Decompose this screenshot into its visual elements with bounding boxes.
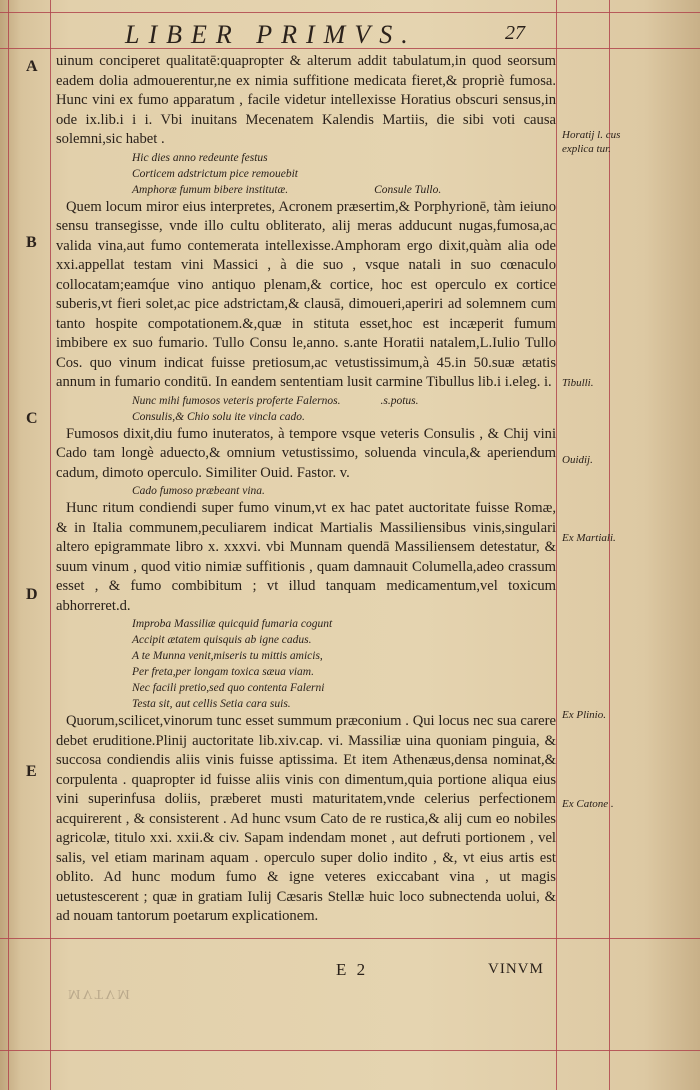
verse-line: Improba Massiliæ quicquid fumaria cogunt: [132, 618, 333, 630]
verse-line: [132, 393, 556, 409]
ruling-line: [8, 0, 9, 1090]
paragraph: Fumosos dixit,diu fumo inuteratos, à tempore vsque veteris Consulis , & Chij vini Cado tam longè aduecto,& omnium vetustissimo, soluenda vincula,& aperiendum cadum, dimoto operculo. Similiter Ouid. Fastor. v.: [56, 425, 556, 481]
verse-quotation: [56, 393, 556, 425]
section-letter: A: [26, 58, 38, 75]
section-letter: E: [26, 763, 37, 780]
verse-quotation: [56, 616, 556, 712]
verse-text: Amphoræ fumum bibere institutæ.: [132, 183, 289, 196]
ruling-line: [0, 938, 700, 939]
marginal-note: Ex Catone .: [562, 798, 614, 810]
verse-line: Consulis,& Chio solu ite vincla cado.: [132, 410, 305, 423]
verse-text: Nunc mihi fumosos veteris proferte Falernos.: [132, 394, 341, 407]
verse-quotation: [56, 483, 556, 499]
paragraph: Quem locum miror eius interpretes, Acronem præsertim,& Porphyrionē, tàm ieiuno sensu transegisse, vnde illo cultu obliterato, alij meras adducunt nugas,fumosa,ac valida vina,aut fumo contemerata intellexisse.Amphoram ergo dixit,quàm alia ode xxi.appellat testam vini Massici , à die suo , vsque natali in suo cœnaculo collocatam;eamq́ue vino antiquo plenam,& cortice, hoc est operculo ex cortice suberis,vt fieri solet,ac pice adstrictam,& clausā, dimoueri,aperiri ad solemnem cum tanto hospite compotationem.&,quæ in stituta esset,hoc est incæperit fumum imbibere ex suo fumario. Tullo Consu le,anno. s.ante Horatii natalem,L.Iulio Tullo Cos. quo vinum indicat fuisse pretiosum,ac vetustissimum,à 45.in 50.suæ ætatis annum in fumario conditū. In eandem sententiam lusit carmine Tibullus lib.i i.eleg. i.: [56, 198, 556, 390]
verse-gloss: Consule Tullo.: [374, 183, 442, 196]
ruling-line: [50, 0, 51, 1090]
page-number: 27: [505, 22, 525, 44]
marginal-note: Horatij l. cus explica tur.: [562, 129, 621, 155]
signature-mark: E 2: [336, 960, 369, 979]
verse-line: A te Munna venit,miseris tu mittis amicis,: [132, 650, 323, 662]
bleed-through-text: MVTVM: [68, 986, 132, 1001]
verse-line: Testa sit, aut cellis Setia cara suis.: [132, 698, 291, 710]
catchword: VINVM: [488, 961, 544, 977]
verse-line: Nec facili pretio,sed quo contenta Falerni: [132, 682, 325, 694]
paragraph: Quorum,scilicet,vinorum tunc esset summum præconium . Qui locus nec sua carere debet eruditione.Plinij auctoritate lib.xiv.cap. vi. Massiliæ uina quoniam pinguia, & succosa condiendis aliis vinis fuisse aptissima. Et item Athenæus,densa nominat,& corpulenta . quapropter id fuisse aliis vinis con dimentum,quia portione aliqua eius vini superinfusa doliis, præberet musti maturitatem,vnde celerius perfectionem acquirerent , & consisterent . Ad hunc vsum Cato de re rustica,& alij cum eo nobiles agricolæ, titulo xxi. xxii.& civ. Sapam indendam monet , aut defruti portionem , vel salis, vel etiam marinam aquam . operculo super dolio indito , &, vt eius artis est oblito. Ad hunc modum fumo & igne veteres exiccabant vina , ut magis uetustescerent ; quæ in gratiam Iulij Cæsaris Stellæ huic loco subnectenda uolui, & ad nouam tantorum poetarum explicationem.: [56, 713, 556, 924]
verse-line: Per freta,per longam toxica sæua viam.: [132, 666, 314, 678]
running-title: LIBER PRIMVS.: [125, 20, 417, 49]
paragraph: uinum conciperet qualitatē:quapropter & alterum addit tabulatum,in quod seorsum eadem dolia admouerentur,ne ex nimia suffitione medicata fieret,& propriè fumosa. Hunc vini ex fumo apparatum , facile videtur intellexisse Horatius obscuri sensus,in ode ix.lib.i i i. Vbi inuitans Mecenatem Kalendis Martiis, die sibi voti causa solemni,sic habet .: [56, 53, 556, 147]
section-letter: D: [26, 586, 38, 603]
main-text: [56, 52, 556, 927]
section-letter: B: [26, 234, 37, 251]
marginal-note: Ex Plinio.: [562, 709, 606, 721]
verse-line: Accipit ætatem quisquis ab igne cadus.: [132, 634, 312, 646]
marginal-note: Tibulli.: [562, 377, 594, 389]
verse-quotation: [56, 150, 556, 198]
marginal-note: Ex Martiali.: [562, 532, 616, 544]
section-letter: C: [26, 410, 38, 427]
ruling-line: [556, 0, 557, 1090]
marginal-note: Ouidij.: [562, 454, 593, 466]
verse-line: Corticem adstrictum pice remouebit: [132, 167, 298, 180]
verse-line: Hic dies anno redeunte festus: [132, 151, 268, 164]
verse-line: Cado fumoso præbeant vina.: [132, 485, 265, 497]
paragraph: Hunc ritum condiendi super fumo vinum,vt ex hac patet auctoritate fuisse Romæ, & in Italia communem,peculiarem indicat Martialis Massiliensibus vinis,singulari altero epigrammate libro x. xxxvi. vbi Munnam quendā Massiliensem detestatur, & suum vinum , quod vitio nimiæ suffitionis , quam damnauit Columella,adeo crassum esset , & fumo combibitum ; vt illud tanquam medicamentum,vel toxicum abhorreret.d.: [56, 500, 556, 614]
verse-line: [132, 182, 556, 198]
verse-gloss: .s.potus.: [380, 394, 419, 407]
ruling-line: [609, 0, 610, 1090]
ruling-line: [0, 1050, 700, 1051]
ruling-line: [0, 12, 700, 13]
